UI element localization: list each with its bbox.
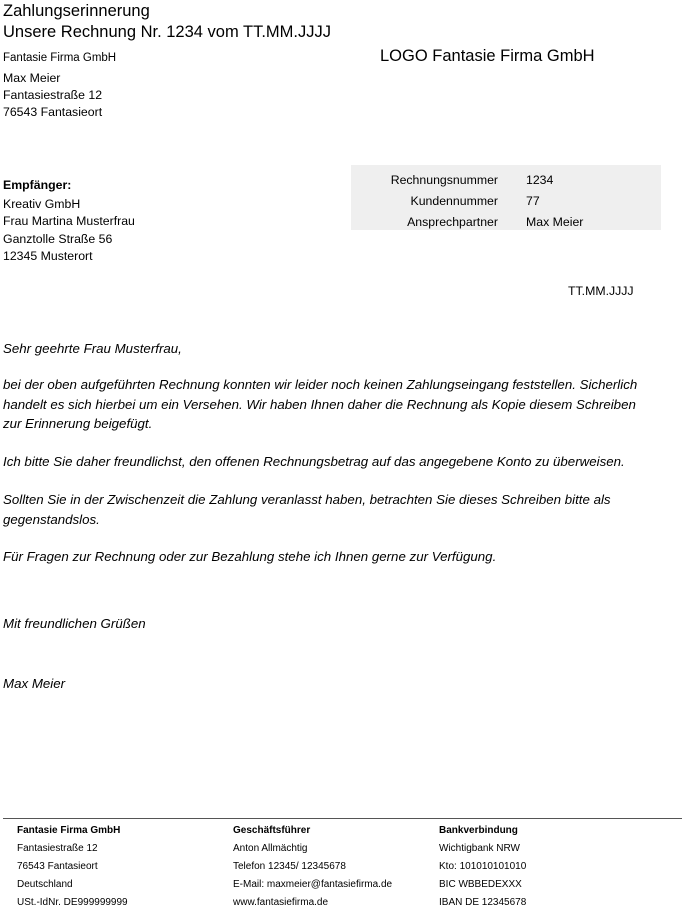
footer-management-heading: Geschäftsführer <box>233 825 311 836</box>
invoice-reference-title: Unsere Rechnung Nr. 1234 vom TT.MM.JJJJ <box>3 23 331 41</box>
footer-website: www.fantasiefirma.de <box>233 897 329 908</box>
footer-managing-director: Anton Allmächtig <box>233 843 308 854</box>
letter-date: TT.MM.JJJJ <box>568 284 634 298</box>
document-title: Zahlungserinnerung <box>3 2 150 20</box>
sender-name: Max Meier <box>3 71 61 85</box>
footer-account-number: Kto: 101010101010 <box>439 861 527 872</box>
body-paragraph-1: bei der oben aufgeführten Rechnung konnten wir leider noch keinen Zahlungseingang feststellen. Sicherlich handelt es sich hierbei um ein Versehen. Wir haben Ihnen daher die Rechnung als Kopie diesem Schreiben zur Erinnerung beigefügt. <box>3 377 638 431</box>
salutation: Sehr geehrte Frau Musterfrau, <box>3 341 182 356</box>
footer-company-country: Deutschland <box>17 879 73 890</box>
footer-company-street: Fantasiestraße 12 <box>17 843 98 854</box>
recipient-person: Frau Martina Musterfrau <box>3 214 135 229</box>
info-row-contact-person <box>351 212 661 232</box>
footer-email: E-Mail: maxmeier@fantasiefirma.de <box>233 879 393 890</box>
recipient-company: Kreativ GmbH <box>3 197 81 211</box>
footer-company-vat-id: USt.-IdNr. DE999999999 <box>17 897 128 908</box>
footer-company-heading: Fantasie Firma GmbH <box>17 825 121 836</box>
info-row-customer-number <box>351 191 661 211</box>
sender-company: Fantasie Firma GmbH <box>3 52 117 64</box>
recipient-city: 12345 Musterort <box>3 248 93 263</box>
footer-bank-column <box>439 822 526 912</box>
recipient-heading: Empfänger: <box>3 178 72 192</box>
footer-bank-heading: Bankverbindung <box>439 825 518 836</box>
info-label: Rechnungsnummer <box>390 173 498 187</box>
footer-company-city: 76543 Fantasieort <box>17 861 98 872</box>
closing: Mit freundlichen Grüßen <box>3 616 146 631</box>
info-label: Kundennummer <box>410 194 498 208</box>
footer-iban: IBAN DE 12345678 <box>439 897 527 908</box>
invoice-info-box <box>351 165 661 230</box>
footer-management-column <box>233 822 392 912</box>
info-row-invoice-number <box>351 170 661 190</box>
recipient-address <box>3 196 135 265</box>
info-label: Ansprechpartner <box>407 215 498 229</box>
body-paragraph-3: Sollten Sie in der Zwischenzeit die Zahlung veranlasst haben, betrachten Sie dieses Schreiben bitte als gegenstandslos. <box>3 492 611 527</box>
footer-bank-name: Wichtigbank NRW <box>439 843 520 854</box>
body-paragraph-4: Für Fragen zur Rechnung oder zur Bezahlung stehe ich Ihnen gerne zur Verfügung. <box>3 549 497 564</box>
sender-city: 76543 Fantasieort <box>3 105 103 119</box>
footer-bic: BIC WBBEDEXXX <box>439 879 522 890</box>
footer-divider <box>3 818 682 819</box>
footer-phone: Telefon 12345/ 12345678 <box>233 861 346 872</box>
footer-company-column <box>17 822 128 912</box>
sender-street: Fantasiestraße 12 <box>3 88 103 102</box>
sender-address <box>3 70 102 121</box>
company-logo: LOGO Fantasie Firma GmbH <box>380 47 595 65</box>
recipient-street: Ganztolle Straße 56 <box>3 231 113 246</box>
info-value: Max Meier <box>526 215 584 229</box>
body-paragraph-2: Ich bitte Sie daher freundlichst, den offenen Rechnungsbetrag auf das angegebene Konto zu überweisen. <box>3 454 625 469</box>
info-value: 1234 <box>526 173 554 187</box>
signature: Max Meier <box>3 676 66 691</box>
info-value: 77 <box>526 194 540 208</box>
